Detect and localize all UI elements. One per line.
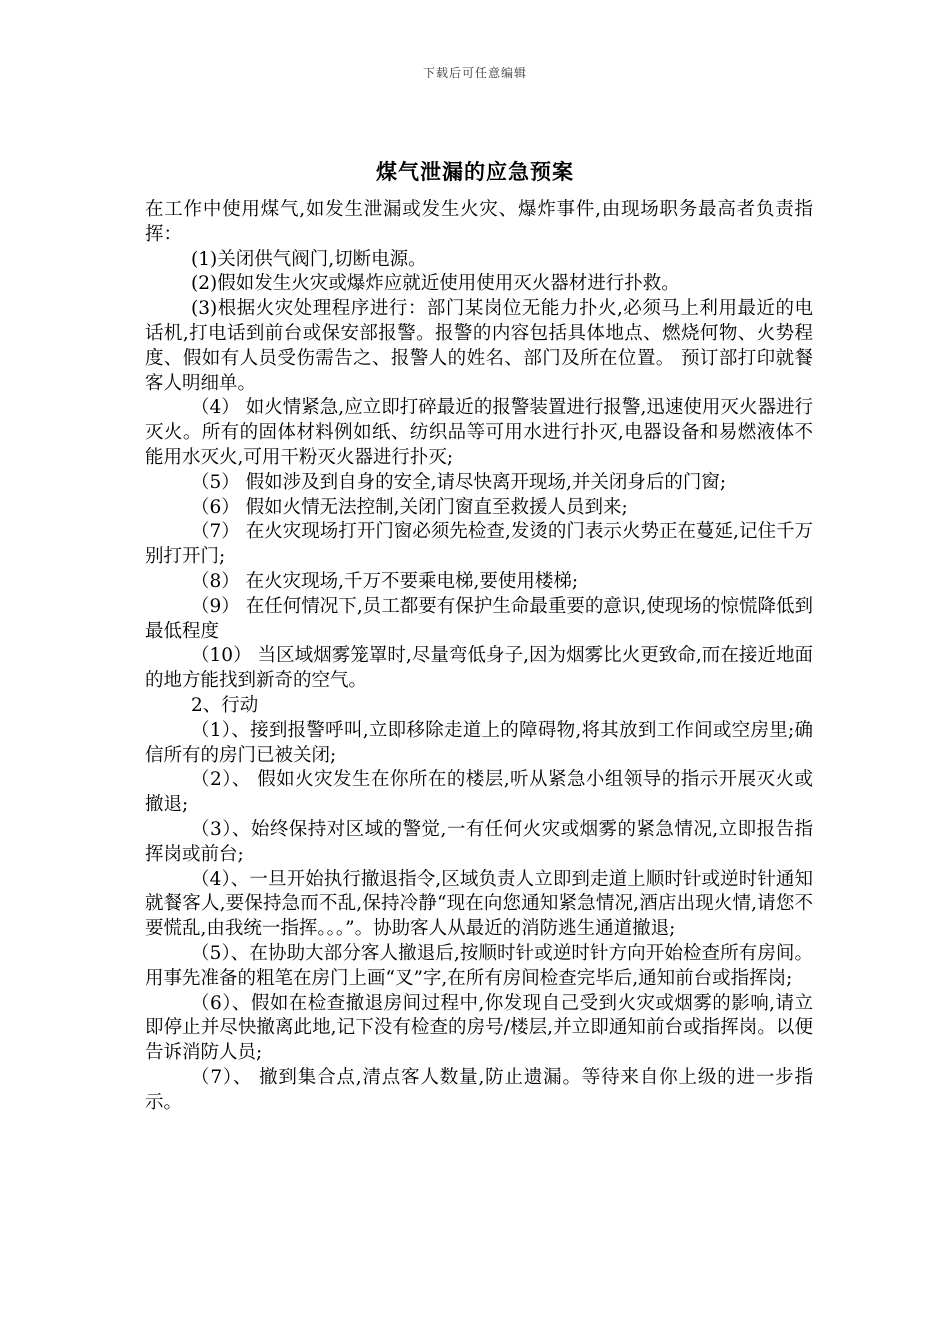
header-note: 下载后可任意编辑 [422, 66, 527, 80]
step-10-paragraph: （10） 当区域烟雾笼罩时,尽量弯低身子,因为烟雾比火更致命,而在接近地面的地方能找到新奇的空气。 [145, 645, 813, 692]
step-9-paragraph: （9） 在任何情况下,员工都要有保护生命最重要的意识,使现场的惊慌降低到最低程度 [145, 595, 813, 642]
action-4-paragraph: （4）、一旦开始执行撤退指令,区域负责人立即到走道上顺时针或逆时针通知就餐客人,要保持急而不乱,保持冷静“现在向您通知紧急情况,酒店出现火情,请您不要慌乱,由我统一指挥。。。”。协助客人从最近的消防逃生通道撤退; [145, 868, 813, 940]
step-7-paragraph: （7） 在火灾现场打开门窗必须先检查,发烫的门表示火势正在蔓延,记住千万别打开门; [145, 521, 813, 568]
action-5-paragraph: （5）、在协助大部分客人撤退后,按顺时针或逆时针方向开始检查所有房间。用事先准备的粗笔在房门上画“叉”字,在所有房间检查完毕后,通知前台或指挥岗; [145, 942, 813, 989]
step-1-paragraph: (1)关闭供气阀门,切断电源。 [191, 248, 427, 270]
document-body [145, 198, 813, 1115]
action-1-paragraph: （1）、接到报警呼叫,立即移除走道上的障碍物,将其放到工作间或空房里;确信所有的房门已被关闭; [145, 719, 813, 766]
intro-paragraph: 在工作中使用煤气,如发生泄漏或发生火灾、爆炸事件,由现场职务最高者负责指挥： [145, 199, 813, 245]
step-3-paragraph: (3)根据火灾处理程序进行：部门某岗位无能力扑火,必须马上利用最近的电话机,打电话到前台或保安部报警。报警的内容包括具体地点、燃烧何物、火势程度、假如有人员受伤需告之、报警人的姓名、部门及所在位置。 预订部打印就餐客人明细单。 [145, 298, 813, 394]
action-6-paragraph: （6）、假如在检查撤退房间过程中,你发现自己受到火灾或烟雾的影响,请立即停止并尽快撤离此地,记下没有检查的房号/楼层,并立即通知前台或指挥岗。以便告诉消防人员; [145, 992, 813, 1064]
step-4-paragraph: （4） 如火情紧急,应立即打碎最近的报警装置进行报警,迅速使用灭火器进行灭火。所有的固体材料例如纸、纺织品等可用水进行扑灭,电器设备和易燃液体不能用水灭火,可用干粉灭火器进行扑灭; [145, 397, 813, 468]
step-6-paragraph: （6） 假如火情无法控制,关闭门窗直至救援人员到来; [191, 496, 628, 518]
action-3-paragraph: （3）、始终保持对区域的警觉,一有任何火灾或烟雾的紧急情况,立即报告指挥岗或前台; [145, 818, 813, 865]
document-title: 煤气泄漏的应急预案 [376, 159, 574, 184]
step-5-paragraph: （5） 假如涉及到自身的安全,请尽快离开现场,并关闭身后的门窗; [191, 471, 727, 493]
step-8-paragraph: （8） 在火灾现场,千万不要乘电梯,要使用楼梯; [191, 570, 579, 592]
action-7-paragraph: （7）、 撤到集合点,清点客人数量,防止遗漏。等待来自你上级的进一步指示。 [145, 1066, 813, 1113]
action-2-paragraph: （2）、 假如火灾发生在你所在的楼层,听从紧急小组领导的指示开展灭火或撤退; [145, 769, 813, 816]
section-2-heading: 2、行动 [191, 694, 259, 716]
step-2-paragraph: (2)假如发生火灾或爆炸应就近使用使用灭火器材进行扑救。 [191, 273, 680, 295]
